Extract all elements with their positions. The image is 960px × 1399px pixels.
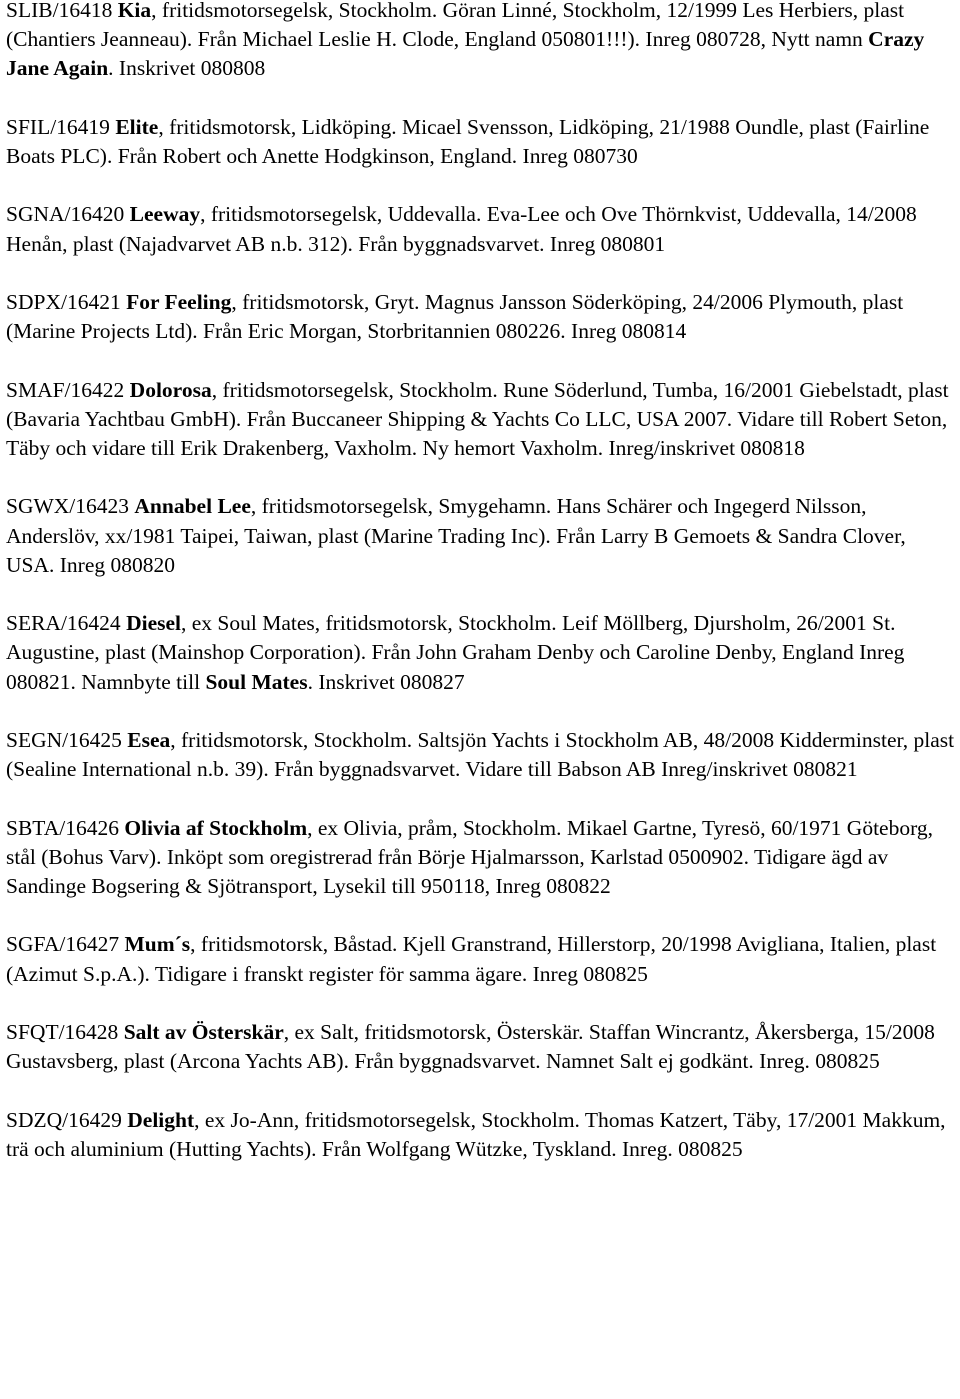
register-entry-16426 xyxy=(6,814,958,902)
entry-details: , ex Soul Mates, fritidsmotorsk, Stockholm. Leif Möllberg, Djursholm, 26/2001 St. Augustine, plast (Mainshop Corporation). Från John Graham Denby och Caroline Denby, England Inreg 080821. Namnbyte till xyxy=(6,611,905,694)
vessel-name: Elite xyxy=(115,114,159,139)
entry-details: , fritidsmotorsk, Stockholm. Saltsjön Yachts i Stockholm AB, 48/2008 Kidderminster, plast (Sealine International n.b. 39). Från byggnadsvarvet. Vidare till Babson AB Inreg/inskrivet 080821 xyxy=(6,727,955,782)
entry-code: SGNA/16420 xyxy=(6,202,130,227)
entry-details: , ex Jo-Ann, fritidsmotorsegelsk, Stockholm. Thomas Katzert, Täby, 17/2001 Makkum, trä och aluminium (Hutting Yachts). Från Wolfgang Wützke, Tyskland. Inreg. 080825 xyxy=(6,1107,946,1161)
entry-details-tail: . Inskrivet 080827 xyxy=(307,669,465,694)
vessel-name: Olivia af Stockholm xyxy=(124,815,308,840)
vessel-name: Leeway xyxy=(129,202,201,227)
entry-details: , fritidsmotorsegelsk, Stockholm. Rune Söderlund, Tumba, 16/2001 Giebelstadt, plast (Bavaria Yachtbau GmbH). Från Buccaneer Shipping & Yachts Co LLC, USA 2007. Vidare till Robert Seton, Täby och vidare till Erik Drakenberg, Vaxholm. Ny hemort Vaxholm. Inreg/inskrivet 080818 xyxy=(6,377,949,460)
vessel-name: Kia xyxy=(117,0,152,22)
entry-details: , fritidsmotorsk, Gryt. Magnus Jansson Söderköping, 24/2006 Plymouth, plast (Marine Projects Ltd). Från Eric Morgan, Storbritannien 080226. Inreg 080814 xyxy=(6,289,904,344)
register-entry-16420 xyxy=(6,200,958,258)
register-entry-16427 xyxy=(6,930,958,988)
register-entry-16428 xyxy=(6,1018,958,1076)
entry-code: SDZQ/16429 xyxy=(6,1107,128,1132)
entry-details: , fritidsmotorsegelsk, Uddevalla. Eva-Lee och Ove Thörnkvist, Uddevalla, 14/2008 Henån, plast (Najadvarvet AB n.b. 312). Från byggnadsvarvet. Inreg 080801 xyxy=(6,202,917,256)
entry-details: , fritidsmotorsegelsk, Smygehamn. Hans Schärer och Ingegerd Nilsson, Anderslöv, xx/1981 Taipei, Taiwan, plast (Marine Trading Inc). Från Larry B Gemoets & Sandra Clover, USA. Inreg 080820 xyxy=(6,494,906,577)
entry-code: SLIB/16418 xyxy=(6,0,118,22)
vessel-name: Dolorosa xyxy=(129,377,212,402)
entry-code: SFIL/16419 xyxy=(6,114,116,139)
vessel-name: Mum´s xyxy=(124,932,191,957)
register-entry-16421 xyxy=(6,288,958,346)
entry-code: SDPX/16421 xyxy=(6,289,127,314)
register-entry-16419 xyxy=(6,113,958,171)
entry-code: SGWX/16423 xyxy=(6,494,135,519)
vessel-name: Esea xyxy=(127,727,171,752)
entry-code: SBTA/16426 xyxy=(6,815,125,840)
register-entry-16425 xyxy=(6,726,958,784)
vessel-new-name: Crazy Jane Again xyxy=(6,27,925,81)
entry-details-tail: . Inskrivet 080808 xyxy=(108,56,266,81)
entry-code: SERA/16424 xyxy=(6,611,127,636)
register-entry-16424 xyxy=(6,609,958,697)
entry-details: , fritidsmotorsk, Lidköping. Micael Svensson, Lidköping, 21/1988 Oundle, plast (Fairline Boats PLC). Från Robert och Anette Hodgkinson, England. Inreg 080730 xyxy=(6,114,930,168)
entry-code: SMAF/16422 xyxy=(6,377,130,402)
register-page xyxy=(6,0,958,1193)
entry-details: , fritidsmotorsk, Båstad. Kjell Granstrand, Hillerstorp, 20/1998 Avigliana, Italien, plast (Azimut S.p.A.). Tidigare i franskt register för samma ägare. Inreg 080825 xyxy=(6,932,937,986)
entry-code: SGFA/16427 xyxy=(6,932,125,957)
entry-details: , ex Salt, fritidsmotorsk, Österskär. Staffan Wincrantz, Åkersberga, 15/2008 Gustavsberg, plast (Arcona Yachts AB). Från byggnadsvarvet. Namnet Salt ej godkänt. Inreg. 080825 xyxy=(6,1019,935,1074)
vessel-name: Salt av Österskär xyxy=(123,1019,284,1044)
vessel-new-name: Soul Mates xyxy=(205,669,308,694)
vessel-name: Delight xyxy=(127,1107,195,1132)
register-entry-16423 xyxy=(6,492,958,580)
vessel-name: For Feeling xyxy=(126,289,232,314)
register-entry-16429 xyxy=(6,1106,958,1164)
entry-code: SEGN/16425 xyxy=(6,727,128,752)
register-entry-16418 xyxy=(6,0,958,84)
entry-details: , ex Olivia, pråm, Stockholm. Mikael Gartne, Tyresö, 60/1971 Göteborg, stål (Bohus Varv). Inköpt som oregistrerad från Börje Hjalmarsson, Karlstad 0500902. Tidigare ägd av Sandinge Bogsering & Sjötransport, Lysekil till 950118, Inreg 080822 xyxy=(6,815,933,898)
entry-code: SFQT/16428 xyxy=(6,1019,124,1044)
vessel-name: Diesel xyxy=(126,611,181,636)
entry-details: , fritidsmotorsegelsk, Stockholm. Göran Linné, Stockholm, 12/1999 Les Herbiers, plast (Chantiers Jeanneau). Från Michael Leslie H. Clode, England 050801!!!). Inreg 080728, Nytt namn xyxy=(6,0,905,52)
vessel-name: Annabel Lee xyxy=(134,494,251,519)
register-entry-16422 xyxy=(6,376,958,464)
